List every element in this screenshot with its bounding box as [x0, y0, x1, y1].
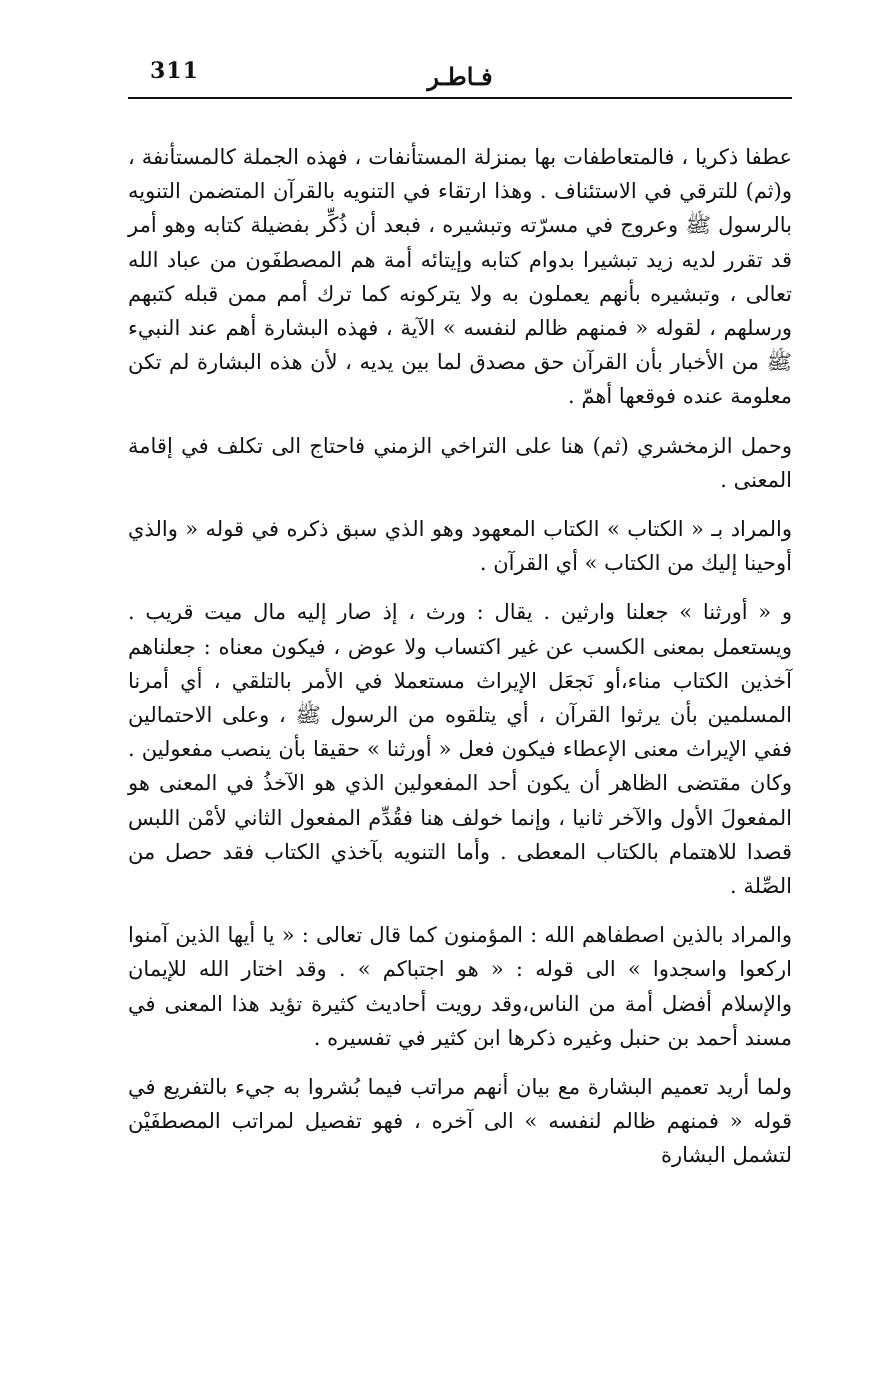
paragraph-4: و « أورثنا » جعلنا وارثين . يقال : ورث ، إذ صار إليه مال ميت قريب . ويستعمل بمعنى الكسب عن غير اكتساب ولا عوض ، فيكون معناه : جعلناهم آخذين الكتاب مناء،أو نَجعَل الإيراث مستعملا في الأمر بالتلقي ، أي أمرنا المسلمين بأن يرثوا القرآن ، أي يتلقوه من الرسول ﷺ ، وعلى الاحتمالين ففي الإيراث معنى الإعطاء فيكون فعل « أورثنا » حقيقا بأن ينصب مفعولين . وكان مقتضى الظاهر أن يكون أحد المفعولين الذي هو الآخذُ في المعنى هو المفعولَ الأول والآخر ثانيا ، وإنما خولف هنا فقُدِّم المفعول الثاني لأمْن اللبس قصدا للاهتمام بالكتاب المعطى . وأما التنويه بآخذي الكتاب فقد حصل من الصِّلة .: [128, 600, 792, 899]
paragraph-1: عطفا ذكريا ، فالمتعاطفات بها بمنزلة المستأنفات ، فهذه الجملة كالمستأنفة ، و(ثم) للترقي في الاستئناف . وهذا ارتقاء في التنويه بالقرآن المتضمن التنويه بالرسول ﷺ وعروج في مسرّته وتبشيره ، فبعد أن ذُكِّر بفضيلة كتابه وهو أمر قد تقرر لديه زيد تبشيرا بدوام كتابه وإيتائه أمة هم المصطفَون من عباد الله تعالى ، وتبشيره بأنهم يعملون به ولا يتركونه كما ترك أمم ممن قبله كتبهم ورسلهم ، لقوله « فمنهم ظالم لنفسه » الآية ، فهذه البشارة أهم عند النبيء ﷺ من الأخبار بأن القرآن حق مصدق لما بين يديه ، لأن هذه البشارة لم تكن معلومة عنده فوقعها أهمّ .: [128, 145, 792, 409]
paragraph-3: والمراد بـ « الكتاب » الكتاب المعهود وهو الذي سبق ذكره في قوله « والذي أوحينا إليك من الكتاب » أي القرآن .: [128, 517, 792, 576]
page-number: 311: [150, 58, 199, 84]
paragraph-5: والمراد بالذين اصطفاهم الله : المؤمنون كما قال تعالى : « يا أيها الذين آمنوا اركعوا واسجدوا » الى قوله : « هو اجتباكم » . وقد اختار الله للإيمان والإسلام أفضل أمة من الناس،وقد رويت أحاديث كثيرة تؤيد هذا المعنى في مسند أحمد بن حنبل وغيره ذكرها ابن كثير في تفسيره .: [128, 923, 792, 1050]
paragraph-6: ولما أريد تعميم البشارة مع بيان أنهم مراتب فيما بُشروا به جيء بالتفريع في قوله « فمنهم ظالم لنفسه » الى آخره ، فهو تفصيل لمراتب المصطفَيْن لتشمل البشارة: [128, 1075, 792, 1168]
header-divider: [128, 97, 792, 99]
page-header: [128, 52, 792, 96]
surah-title: فـاطـر: [427, 62, 493, 91]
page-body: [128, 140, 792, 1188]
paragraph-2: وحمل الزمخشري (ثم) هنا على التراخي الزمني فاحتاج الى تكلف في إقامة المعنى .: [128, 433, 792, 492]
